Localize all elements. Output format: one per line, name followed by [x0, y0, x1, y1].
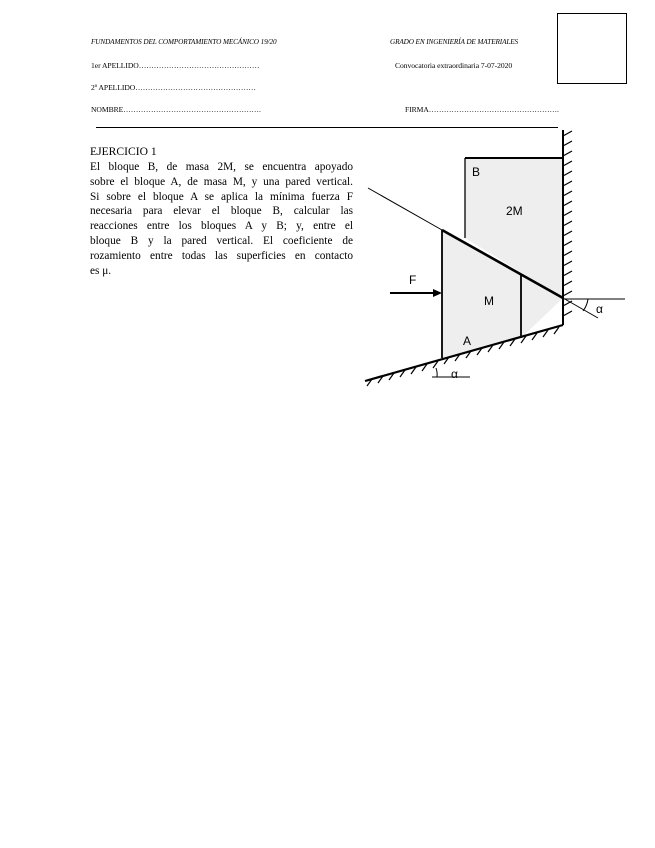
wall-hatch: [563, 131, 572, 316]
statement-line: es μ.: [90, 264, 112, 277]
statement-line: bloque B y la pared vertical. El coeficiente de: [90, 234, 353, 247]
label-A: A: [463, 334, 472, 348]
statement-line: Si sobre el bloque A se aplica la mínima fuerza F: [90, 190, 353, 203]
session-text: Convocatoria extraordinaria 7-07-2020: [395, 61, 513, 70]
label-M: M: [484, 294, 494, 308]
extension-line-right: [563, 298, 598, 318]
label-alpha-right: α: [596, 302, 603, 316]
label-2M: 2M: [506, 204, 523, 218]
name-field: NOMBRE……………………………………………….: [91, 105, 261, 114]
statement-line: sobre el bloque A, de masa M, y una pared vertical.: [90, 175, 353, 188]
degree-title: GRADO EN INGENIERÍA DE MATERIALES: [390, 38, 519, 46]
label-B: B: [472, 165, 481, 179]
surname2-field: 2º APELLIDO…………………………………………: [91, 83, 256, 92]
force-arrowhead: [433, 289, 442, 297]
signature-field: FIRMA…………………………………………….: [405, 105, 559, 114]
extension-line: [368, 188, 442, 230]
angle-arc-bottom: [436, 368, 437, 377]
statement-line: El bloque B, de masa 2M, se encuentra apoyado: [90, 161, 353, 173]
label-F: F: [409, 273, 417, 287]
exercise-title: EJERCICIO 1: [90, 145, 157, 158]
angle-arc-right: [583, 299, 588, 311]
course-title: FUNDAMENTOS DEL COMPORTAMIENTO MECÁNICO 19/20: [91, 38, 277, 46]
label-alpha-bottom: α: [451, 367, 458, 381]
statement-line: reacciones entre los bloques A y B; y, entre el: [90, 220, 353, 233]
statement-line: necesaria para elevar el bloque B, calcular las: [90, 205, 353, 218]
statement-line: rozamiento entre todas las superficies en contacto: [90, 249, 353, 262]
surname1-field: 1er APELLIDO…………………………………………: [91, 61, 260, 70]
